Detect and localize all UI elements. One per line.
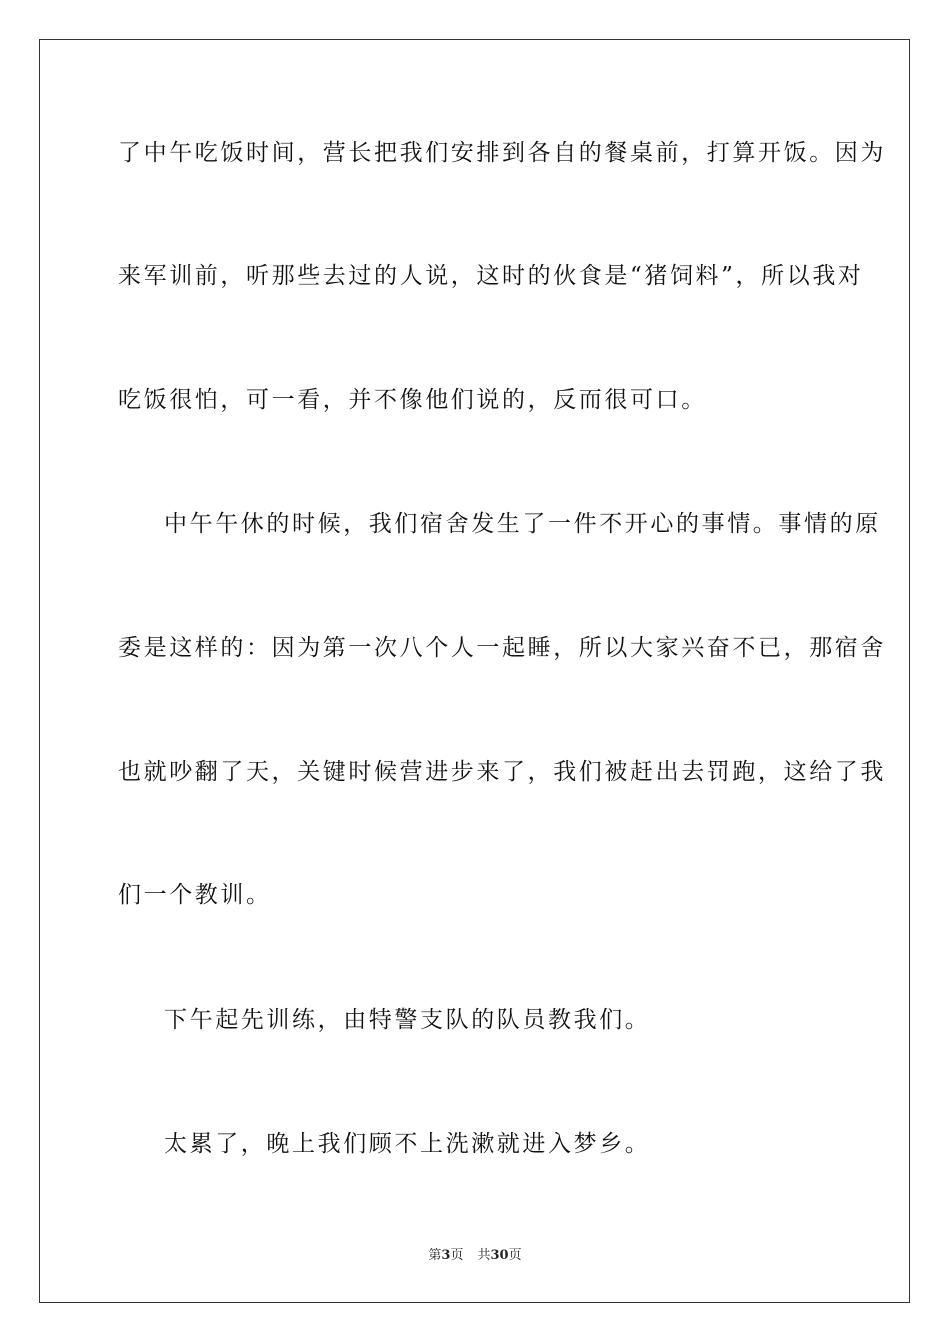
text-line-7: 们一个教训。 (118, 882, 272, 908)
text-line-3: 吃饭很怕，可一看，并不像他们说的，反而很可口。 (118, 387, 707, 413)
text-line-2: 来军训前，听那些去过的人说，这时的伙食是“猪饲料”，所以我对 (118, 263, 864, 289)
total-suffix: 页 (508, 1248, 522, 1263)
text-line-4: 中午午休的时候，我们宿舍发生了一件不开心的事情。事情的原 (164, 511, 881, 537)
text-line-1: 了中午吃饭时间，营长把我们安排到各自的餐桌前，打算开饭。因为 (118, 140, 886, 166)
page-footer (0, 1244, 950, 1263)
total-pages: 30 (490, 1248, 509, 1263)
page-border (39, 39, 910, 1303)
page-suffix: 页 (450, 1248, 464, 1263)
text-line-9: 太累了，晚上我们顾不上洗漱就进入梦乡。 (164, 1131, 651, 1157)
text-line-8: 下午起先训练，由特警支队的队员教我们。 (164, 1007, 651, 1033)
total-prefix: 共 (477, 1248, 491, 1263)
text-line-6: 也就吵翻了天，关键时候营进步来了，我们被赶出去罚跑，这给了我 (118, 759, 886, 785)
page-prefix: 第 (428, 1248, 442, 1263)
page-number: 3 (441, 1248, 451, 1263)
text-line-5: 委是这样的：因为第一次八个人一起睡，所以大家兴奋不已，那宿舍 (118, 635, 886, 661)
